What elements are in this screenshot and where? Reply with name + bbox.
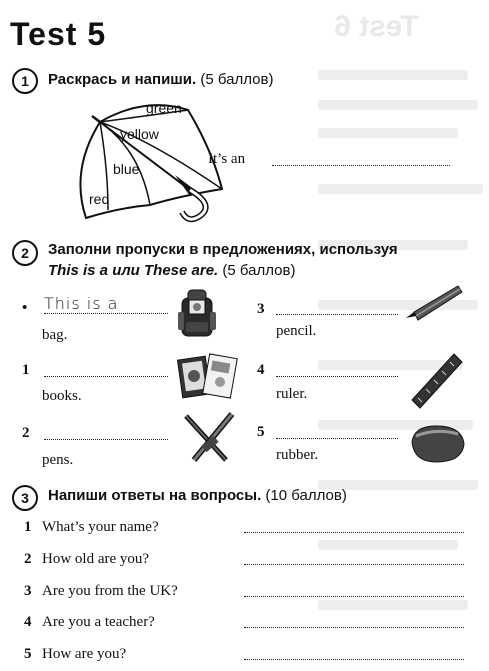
section-1-sentence: It’s an [208, 151, 246, 167]
question-text: How old are you? [42, 551, 150, 567]
answer-line[interactable] [244, 659, 464, 660]
question-number: 3 [24, 583, 32, 599]
item-word: bag. [42, 327, 68, 343]
bleed-through-background: Test 6 [310, 0, 489, 671]
question-number: 2 [24, 551, 32, 567]
label-red: red [89, 191, 110, 207]
rubber-icon [406, 420, 468, 468]
question-text: How are you? [42, 646, 127, 662]
item-marker: • [22, 300, 28, 316]
item-marker: 2 [22, 425, 30, 441]
item-word: books. [42, 388, 82, 404]
answer-line[interactable] [44, 376, 168, 377]
pens-icon [180, 410, 236, 464]
question-text: Are you a teacher? [42, 614, 155, 630]
label-green: green [146, 100, 182, 116]
item-word: ruler. [276, 386, 308, 402]
answer-line[interactable] [276, 314, 398, 315]
section-2-phrases: This is a или These are. [48, 262, 219, 279]
page-title: Test 5 [10, 16, 107, 52]
item-marker: 4 [257, 362, 265, 378]
item-marker: 1 [22, 362, 30, 378]
question-text: What’s your name? [42, 519, 159, 535]
question-number: 1 [24, 519, 32, 535]
answer-line[interactable] [244, 596, 464, 597]
section-2-number: 2 [12, 240, 38, 266]
section-2-points: (5 баллов) [222, 262, 296, 279]
item-marker: 5 [257, 424, 265, 440]
pencil-icon [402, 282, 466, 326]
item-word: pencil. [276, 323, 317, 339]
answer-line[interactable] [244, 532, 464, 533]
answer-line[interactable] [44, 439, 168, 440]
answer-line[interactable] [276, 438, 398, 439]
question-text: Are you from the UK? [42, 583, 178, 599]
section-1-points: (5 баллов) [200, 71, 274, 88]
section-2-heading-line1: Заполни пропуски в предложениях, используя [48, 241, 398, 258]
answer-line[interactable] [244, 627, 464, 628]
question-number: 4 [24, 614, 32, 630]
section-3-title: Напиши ответы на вопросы. [48, 487, 262, 504]
item-marker: 3 [257, 301, 265, 317]
umbrella-rib [100, 122, 222, 189]
answer-line[interactable] [244, 564, 464, 565]
label-blue: blue [113, 161, 140, 177]
section-1-title: Раскрась и напиши. [48, 71, 197, 88]
section-1-number: 1 [12, 68, 38, 94]
books-icon [178, 350, 238, 406]
item-word: pens. [42, 452, 74, 468]
section-1-answer-line[interactable] [272, 165, 450, 166]
example-answer: This is a [44, 294, 119, 313]
answer-line[interactable] [276, 376, 398, 377]
backpack-icon [176, 286, 220, 340]
question-number: 5 [24, 646, 32, 662]
item-word: rubber. [276, 447, 319, 463]
answer-line [44, 313, 168, 314]
section-3-points: (10 баллов) [265, 487, 347, 504]
ruler-icon [408, 350, 464, 412]
section-2-heading-line2 [48, 262, 295, 279]
section-3-heading [48, 487, 347, 504]
section-3-number: 3 [12, 485, 38, 511]
label-yellow: yellow [120, 126, 159, 142]
